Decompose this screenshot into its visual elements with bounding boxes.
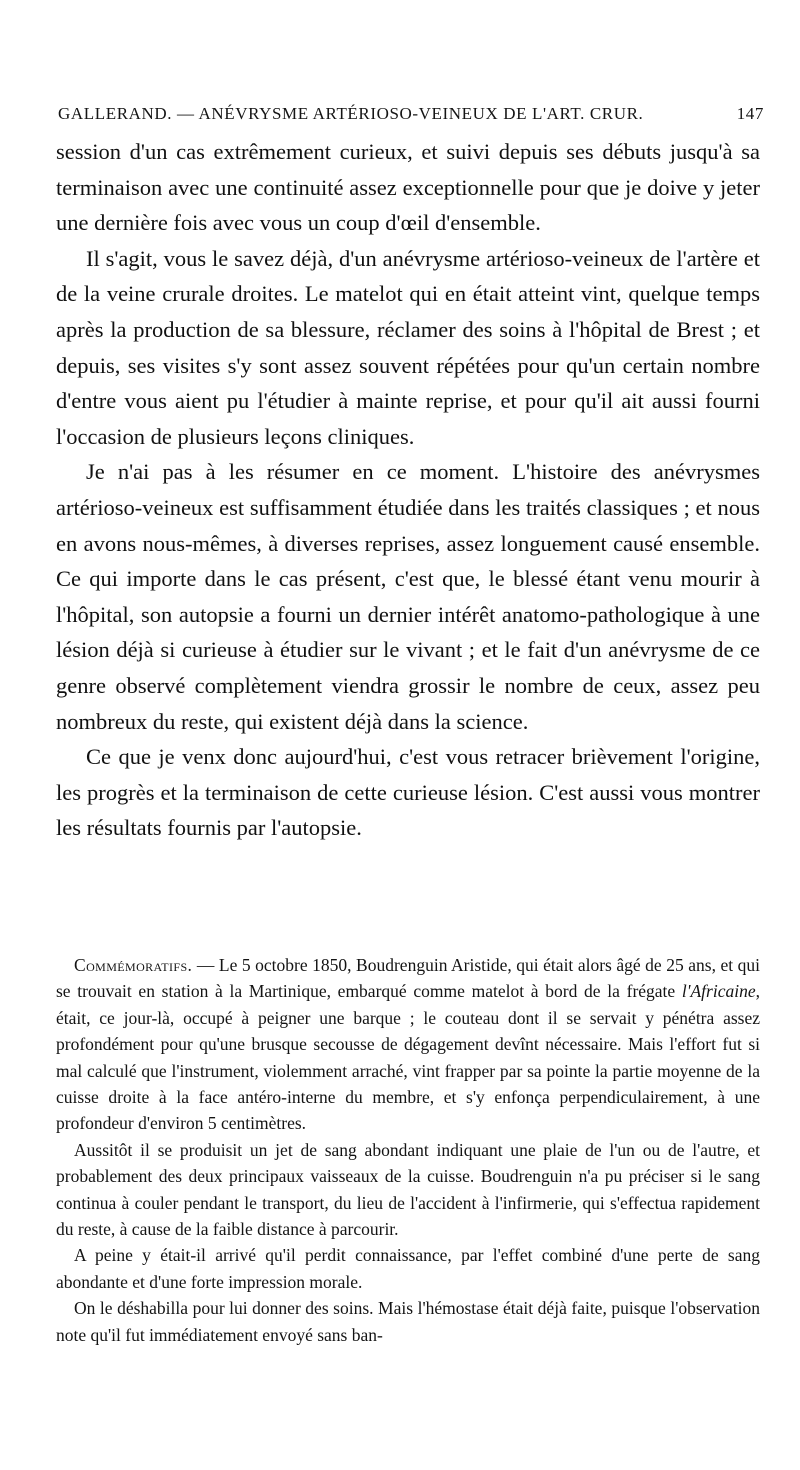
case-paragraph-1 <box>56 952 760 1137</box>
running-title: GALLERAND. — ANÉVRYSME ARTÉRIOSO-VEINEUX DE L'ART. CRUR. <box>58 104 644 123</box>
body-paragraph-2: Il s'agit, vous le savez déjà, d'un anévrysme artérioso-veineux de l'artère et de la veine crurale droites. Le matelot qui en était atteint vint, quelque temps après la production de sa blessure, réclamer des soins à l'hôpital de Brest ; et depuis, ses visites s'y sont assez souvent répétées pour qu'un certain nombre d'entre vous aient pu l'étudier à mainte reprise, et pour qu'il ait aussi fourni l'occasion de plusieurs leçons cliniques. <box>56 245 760 449</box>
main-text <box>56 134 760 846</box>
body-paragraph-1: session d'un cas extrêmement curieux, et suivi depuis ses débuts jusqu'à sa terminaison avec une continuité assez exceptionnelle pour que je doive y jeter une dernière fois avec vous un coup d'œil d'ensemble. <box>56 139 760 236</box>
body-paragraph-4: Ce que je venx donc aujourd'hui, c'est vous retracer brièvement l'origine, les progrès et la terminaison de cette curieuse lésion. C'est aussi vous montrer les résultats fournis par l'autopsie. <box>56 744 760 841</box>
body-paragraph-3: Je n'ai pas à les résumer en ce moment. L'histoire des anévrysmes artérioso-veineux est suffisamment étudiée dans les traités classiques ; et nous en avons nous-mêmes, à diverses reprises, assez longuement causé ensemble. Ce qui importe dans le cas présent, c'est que, le blessé étant venu mourir à l'hôpital, son autopsie a fourni un dernier intérêt anatomo-pathologique à une lésion déjà si curieuse à étudier sur le vivant ; et le fait d'un anévrysme de ce genre observé complètement viendra grossir le nombre de ceux, assez peu nombreux du reste, qui existent déjà dans la science. <box>56 459 760 734</box>
case-paragraph-1-text-a: — Le 5 octobre 1850, Boudrenguin Aristide, qui était alors âgé de 25 ans, et qui se trouvait en station à la Martinique, embarqué comme matelot à bord de la frégate <box>56 955 760 1002</box>
case-paragraph-3: A peine y était-il arrivé qu'il perdit connaissance, par l'effet combiné d'une perte de sang abondante et d'une forte impression morale. <box>56 1245 760 1292</box>
case-paragraph-4: On le déshabilla pour lui donner des soins. Mais l'hémostase était déjà faite, puisque l'observation note qu'il fut immédiatement envoyé sans ban- <box>56 1298 760 1345</box>
ship-name: l'Africaine <box>681 981 756 1002</box>
section-label-commemoratifs: Commémoratifs. <box>74 955 193 975</box>
page-number: 147 <box>736 104 764 123</box>
running-header <box>58 104 764 130</box>
case-paragraph-1-text-b: , était, ce jour-là, occupé à peigner une barque ; le couteau dont il se servait y pénétra assez profondément pour qu'une brusque secousse de dégagement devînt nécessaire. Mais l'effort fut si mal calculé que l'instrument, violemment arraché, vint frapper par sa pointe la partie moyenne de la cuisse droite à la face antéro-interne du membre, et s'y enfonça perpendiculairement, à une profondeur d'environ 5 centimètres. <box>56 981 760 1134</box>
case-paragraph-2: Aussitôt il se produisit un jet de sang abondant indiquant une plaie de l'un ou de l'autre, et probablement des deux principaux vaisseaux de la cuisse. Boudrenguin n'a pu préciser si le sang continua à couler pendant le transport, du lieu de l'accident à l'infirmerie, qui s'effectua rapidement du reste, à cause de la faible distance à parcourir. <box>56 1139 760 1240</box>
case-report-text <box>56 952 760 1348</box>
